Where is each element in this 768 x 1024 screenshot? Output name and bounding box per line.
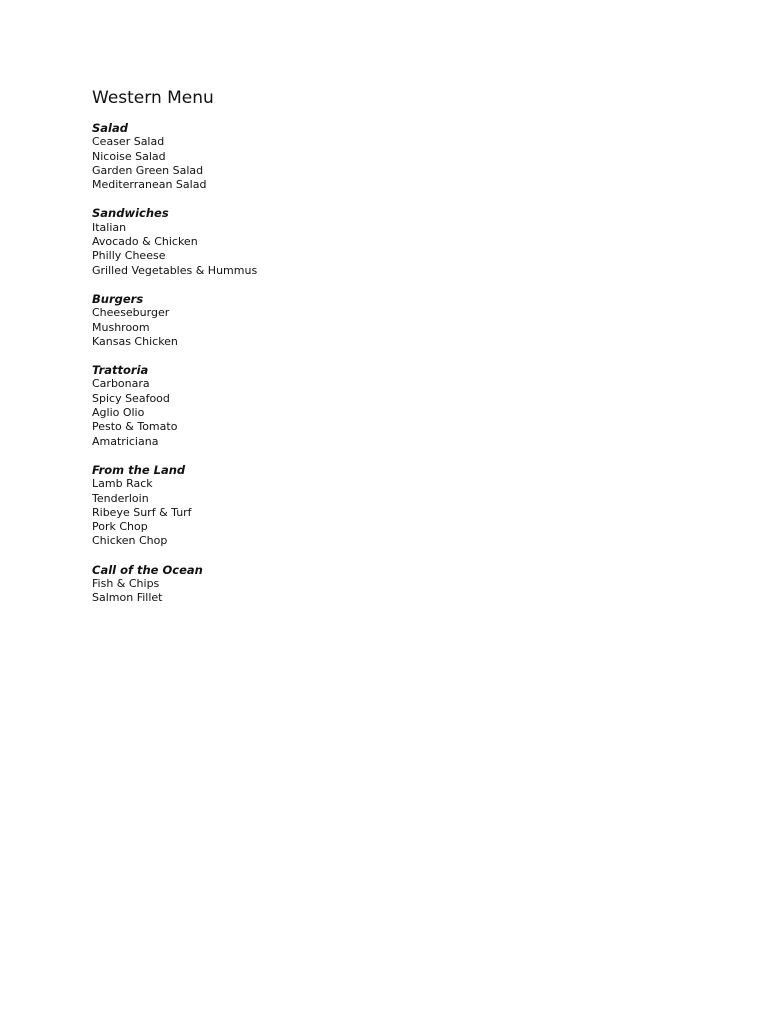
menu-item: Fish & Chips [92, 577, 160, 591]
menu-item-list [92, 577, 692, 606]
menu-item: Garden Green Salad [92, 163, 204, 177]
menu-section [92, 563, 692, 606]
section-heading: Burgers [92, 291, 144, 306]
menu-item: Ribeye Surf & Turf [92, 505, 192, 519]
menu-item: Ceaser Salad [92, 135, 165, 149]
menu-item: Pesto & Tomato [92, 420, 178, 434]
menu-section [92, 463, 692, 549]
menu-section [92, 206, 692, 277]
menu-item-list [92, 221, 692, 278]
menu-item: Amatriciana [92, 434, 159, 448]
menu-item: Spicy Seafood [92, 391, 170, 405]
menu-item: Mushroom [92, 320, 150, 334]
menu-section [92, 363, 692, 449]
menu-item: Italian [92, 220, 127, 234]
menu-item: Salmon Fillet [92, 591, 163, 605]
menu-document [92, 87, 692, 620]
menu-sections [92, 121, 692, 606]
menu-item: Mediterranean Salad [92, 178, 207, 192]
menu-item-list [92, 306, 692, 349]
menu-item: Carbonara [92, 377, 150, 391]
section-heading: From the Land [92, 462, 186, 477]
menu-item: Grilled Vegetables & Hummus [92, 263, 258, 277]
page-title: Western Menu [92, 88, 214, 108]
menu-item: Tenderloin [92, 491, 149, 505]
menu-item: Cheeseburger [92, 306, 170, 320]
section-heading: Sandwiches [92, 206, 169, 221]
menu-item-list [92, 135, 692, 192]
section-heading: Trattoria [92, 363, 149, 378]
menu-item-list [92, 477, 692, 548]
menu-item: Chicken Chop [92, 534, 168, 548]
section-heading: Call of the Ocean [92, 562, 203, 577]
menu-item: Avocado & Chicken [92, 235, 198, 249]
menu-item: Lamb Rack [92, 477, 153, 491]
section-heading: Salad [92, 121, 128, 135]
menu-section [92, 121, 692, 192]
menu-item: Aglio Olio [92, 406, 145, 420]
menu-item: Kansas Chicken [92, 334, 178, 348]
menu-item: Nicoise Salad [92, 149, 166, 163]
menu-item: Philly Cheese [92, 249, 166, 263]
menu-item: Pork Chop [92, 520, 148, 534]
menu-item-list [92, 377, 692, 448]
menu-section [92, 292, 692, 349]
